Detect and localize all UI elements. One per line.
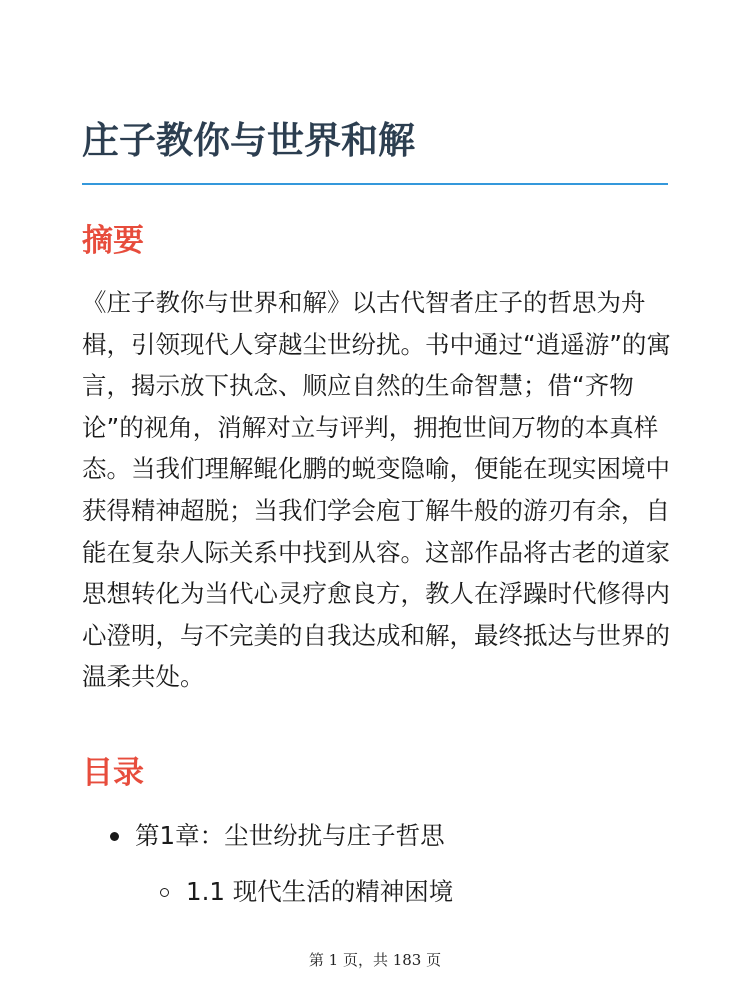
toc-item-section-1-1[interactable] bbox=[160, 872, 453, 912]
bullet-disc-icon bbox=[110, 832, 119, 841]
abstract-heading: 摘要 bbox=[82, 223, 144, 259]
toc-item-label: 第1章：尘世纷扰与庄子哲思 bbox=[135, 821, 445, 850]
bullet-circle-icon bbox=[160, 888, 169, 897]
title-divider bbox=[82, 183, 668, 185]
abstract-paragraph: 《庄子教你与世界和解》以古代智者庄子的哲思为舟楫，引领现代人穿越尘世纷扰。书中通过“逍遥游”的寓言，揭示放下执念、顺应自然的生命智慧；借“齐物论”的视角，消解对立与评判，拥抱世间万物的本真样态。当我们理解鲲化鹏的蜕变隐喻，便能在现实困境中获得精神超脱；当我们学会庖丁解牛般的游刃有余，自能在复杂人际关系中找到从容。这部作品将古老的道家思想转化为当代心灵疗愈良方，教人在浮躁时代修得内心澄明，与不完美的自我达成和解，最终抵达与世界的温柔共处。 bbox=[82, 288, 671, 692]
toc-item-label: 1.1 现代生活的精神困境 bbox=[186, 877, 454, 906]
document-title: 庄子教你与世界和解 bbox=[82, 119, 415, 162]
toc-heading: 目录 bbox=[82, 755, 144, 791]
page-number-footer: 第 1 页，共 183 页 bbox=[308, 951, 442, 969]
toc-item-chapter-1[interactable] bbox=[110, 816, 445, 856]
